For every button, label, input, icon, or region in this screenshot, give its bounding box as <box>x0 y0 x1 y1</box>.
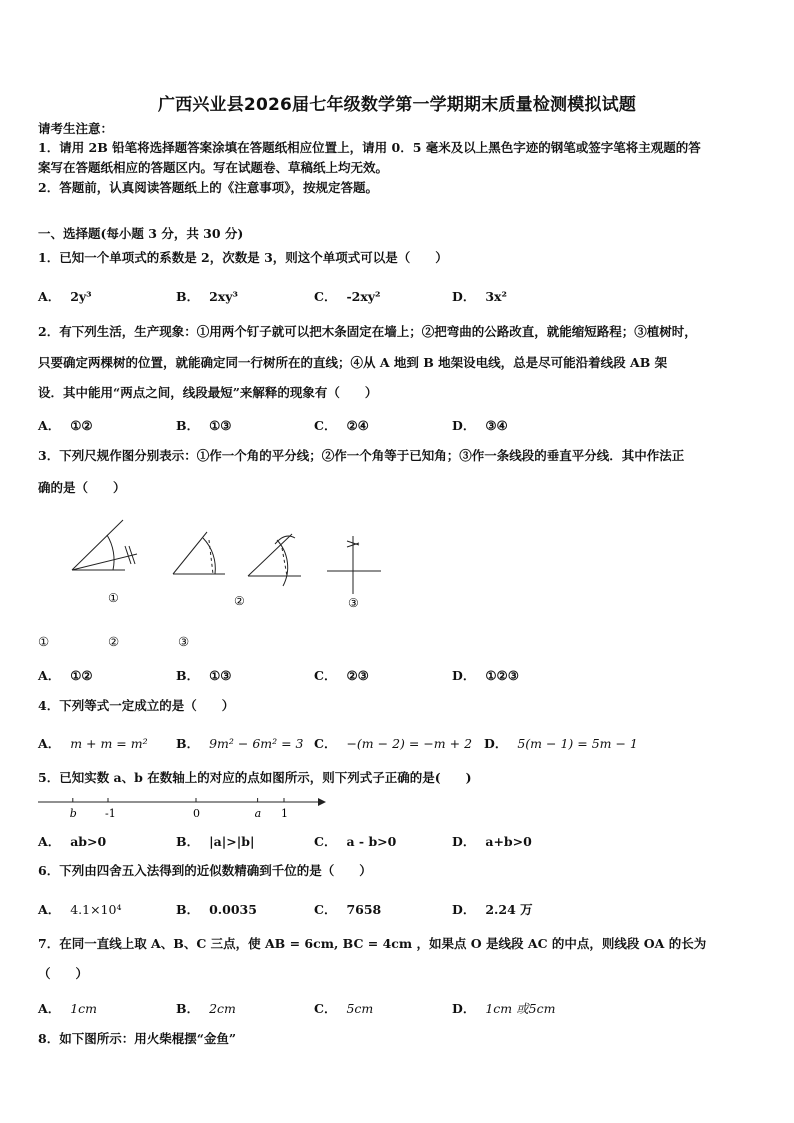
notice-line-3: 2．答题前，认真阅读答题纸上的《注意事项》，按规定答题。 <box>38 180 378 195</box>
figure-label-1: ① <box>108 591 119 605</box>
q3-caption-3: ③ <box>178 634 190 649</box>
q6-stem: 6．下列由四舍五入法得到的近似数精确到千位的是（ ） <box>38 863 372 878</box>
figure-4-perpendicular-bisector <box>327 536 381 594</box>
q6-option-a: A． 4.1×10⁴ <box>38 902 122 917</box>
construction-figures <box>55 510 395 615</box>
number-line <box>36 792 332 822</box>
q2-option-c: C． ②④ <box>314 418 369 433</box>
notice-line-2: 案写在答题纸相应的答题区内。写在试题卷、草稿纸上均无效。 <box>38 160 389 175</box>
q3-caption-2: ② <box>108 634 120 649</box>
q3-option-a: A． ①② <box>38 668 93 683</box>
notice-line-1: 1．请用 2B 铅笔将选择题答案涂填在答题纸相应位置上，请用 0．5 毫米及以上黑色字迹的钢笔或签字笔将主观题的答 <box>38 140 701 155</box>
q1-option-c: C． -2xy² <box>314 289 381 304</box>
q5-option-c: C． a - b>0 <box>314 834 397 849</box>
figure-1-angle-bisector <box>72 520 137 570</box>
q5-stem: 5．已知实数 a、b 在数轴上的对应的点如图所示，则下列式子正确的是( ) <box>38 770 472 785</box>
q5-option-d: D． a+b>0 <box>452 834 532 849</box>
section-heading: 一、选择题(每小题 3 分，共 30 分) <box>38 226 244 241</box>
q3-option-b: B． ①③ <box>176 668 232 683</box>
q7-stem-blank: （ ） <box>38 966 89 981</box>
figure-label-2: ② <box>234 594 245 608</box>
q3-line-2: 确的是（ ） <box>38 480 126 495</box>
q5-option-a: A． ab>0 <box>38 834 107 849</box>
q3-option-c: C． ②③ <box>314 668 369 683</box>
notice-heading: 请考生注意： <box>38 121 114 136</box>
q2-option-a: A． ①② <box>38 418 93 433</box>
q1-option-b: B． 2xy³ <box>176 289 238 304</box>
number-line-label: a <box>254 807 262 820</box>
number-line-label: b <box>69 807 77 820</box>
q5-option-b: B． |a|>|b| <box>176 834 255 849</box>
q4-stem: 4．下列等式一定成立的是（ ） <box>38 698 235 713</box>
q7-option-a: A． 1cm <box>38 1001 98 1016</box>
q6-option-b: B． 0.0035 <box>176 902 257 917</box>
q2-option-b: B． ①③ <box>176 418 232 433</box>
q4-option-a: A． m + m = m² <box>38 736 148 751</box>
q6-option-d: D． 2.24 万 <box>452 902 533 917</box>
q7-option-b: B． 2cm <box>176 1001 236 1016</box>
q4-option-d: D． 5(m − 1) = 5m − 1 <box>484 736 638 751</box>
page-title: 广西兴业县2026届七年级数学第一学期期末质量检测模拟试题 <box>157 95 637 115</box>
q3-option-d: D． ①②③ <box>452 668 519 683</box>
q2-option-d: D． ③④ <box>452 418 508 433</box>
figure-3-arc-construction <box>248 534 301 586</box>
q6-option-c: C． 7658 <box>314 902 382 917</box>
number-line-label: 1 <box>281 807 288 820</box>
q3-caption-1: ① <box>38 634 50 649</box>
q7-stem: 7．在同一直线上取 A、B、C 三点，使 AB = 6cm, BC = 4cm ，如果点 O 是线段 AC 的中点，则线段 OA 的长为 <box>38 936 707 951</box>
figure-label-3: ③ <box>348 596 359 610</box>
q3-line-1: 3．下列尺规作图分别表示：①作一个角的平分线；②作一个角等于已知角；③作一条线段的垂直平分线．其中作法正 <box>38 448 685 463</box>
q1-option-d: D． 3x² <box>452 289 507 304</box>
q2-line-3: 设．其中能用“两点之间，线段最短”来解释的现象有（ ） <box>38 385 378 400</box>
q2-line-1: 2．有下列生活，生产现象：①用两个钉子就可以把木条固定在墙上；②把弯曲的公路改直，就能缩短路程；③植树时， <box>38 324 697 339</box>
q2-line-2: 只要确定两棵树的位置，就能确定同一行树所在的直线；④从 A 地到 B 地架设电线，总是尽可能沿着线段 AB 架 <box>38 355 668 370</box>
q4-option-c: C． −(m − 2) = −m + 2 <box>314 736 473 751</box>
number-line-label: -1 <box>105 807 116 820</box>
figure-2-equal-angle <box>173 532 225 574</box>
q8-stem: 8．如下图所示：用火柴棍摆“金鱼” <box>38 1031 237 1046</box>
q7-option-c: C． 5cm <box>314 1001 374 1016</box>
number-line-label: 0 <box>193 807 200 820</box>
q7-option-d: D． 1cm 或5cm <box>452 1001 556 1016</box>
q4-option-b: B． 9m² − 6m² = 3 <box>176 736 304 751</box>
q1-option-a: A． 2y³ <box>38 289 92 304</box>
q1-stem: 1．已知一个单项式的系数是 2，次数是 3，则这个单项式可以是（ ） <box>38 250 448 265</box>
